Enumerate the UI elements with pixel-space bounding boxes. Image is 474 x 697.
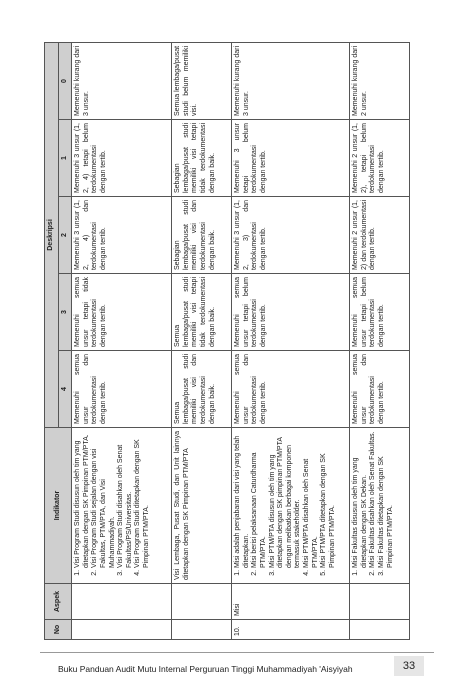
header-score-4: 4 xyxy=(58,351,72,428)
cell-desc-2: Sebagian lembaga/pusat studi memiliki visi dan terdokumentasi dengan baik. xyxy=(172,197,232,274)
cell-aspek xyxy=(72,584,172,620)
audit-table xyxy=(44,42,410,640)
table-row xyxy=(72,42,172,639)
cell-desc-4: Memenuhi semua unsur dan terdokumentasi dengan tertib. xyxy=(232,351,350,428)
cell-desc-4: Memenuhi semua unsur dan terdokumentasi dengan tertib. xyxy=(350,351,410,428)
list-item: 1. Misi Fakultas disusun oleh tim yang ditetapkan dengan SK Dekan. xyxy=(352,431,369,568)
cell-aspek xyxy=(350,584,410,620)
cell-desc-2: Memenuhi 3 unsur (1, 2, 4) dan terdokumentasi dengan tertib. xyxy=(72,197,172,274)
header-score-1: 1 xyxy=(58,120,72,197)
indikator-list xyxy=(234,431,337,580)
cell-no xyxy=(350,620,410,640)
list-item: 2. Visi Program Studi sejalan dengan visi Fakultas, PTM/PTA, dan Visi Muhammadiyah. xyxy=(91,431,117,568)
indikator-list xyxy=(74,431,151,580)
list-item: 1. Visi Program Studi disusun oleh tim yang ditetapkan dengan SK Pimpinan PTM/PTA. xyxy=(74,431,91,568)
list-item: 2. Misi Fakultas disahkan oleh Senat Fakultas. xyxy=(369,431,378,568)
footer-title: Buku Panduan Audit Mutu Internal Perguruan Tinggi Muhammadiyah 'Aisyiyah xyxy=(58,664,353,674)
list-item: 3. Misi Fakultas ditetapkan dengan SK Pimpinan PTM/PTA. xyxy=(378,431,395,568)
header-indikator: Indikator xyxy=(45,428,72,584)
header-score-2: 2 xyxy=(58,197,72,274)
cell-desc-4: Memenuhi semua unsur dan terdokumentasi dengan tertib. xyxy=(72,351,172,428)
cell-desc-1: Memenuhi 3 unsur (1, 2, 4) tetapi belum terdokumentasi dengan tertib. xyxy=(72,120,172,197)
list-item: 5. Misi PTM/PTA ditetapkan dengan SK Pimpinan PTM/PTA. xyxy=(320,431,337,568)
cell-indikator: Visi Lembaga, Pusat Studi, dan Unit lainnya ditetapkan dengan SK Pimpinan PTM/PTA xyxy=(172,428,232,584)
cell-desc-1: Memenuhi 2 unsur (1, 2), tetapi belum terdokumentasi dengan tertib. xyxy=(350,120,410,197)
cell-no xyxy=(72,620,172,640)
cell-desc-1: Sebagian lembaga/pusat studi memiliki visi tetapi tidak terdokumentasi dengan baik. xyxy=(172,120,232,197)
cell-desc-2: Memenuhi 2 unsur (1, 2) dan terdokumentasi dengan tertib. xyxy=(350,197,410,274)
rotated-table-container xyxy=(44,43,410,640)
footer-divider xyxy=(40,652,434,653)
cell-no xyxy=(172,620,232,640)
indikator-list xyxy=(352,431,395,580)
header-deskripsi: Deskripsi xyxy=(45,42,59,427)
cell-no: 10. xyxy=(232,620,350,640)
table-row xyxy=(232,42,350,639)
cell-desc-3: Memenuhi semua unsur tetapi belum terdokumentasi dengan tertib. xyxy=(350,274,410,351)
page-number: 33 xyxy=(394,656,424,676)
header-no: No xyxy=(45,620,72,640)
table-row xyxy=(172,42,232,639)
header-score-0: 0 xyxy=(58,42,72,119)
cell-desc-3: Memenuhi semua unsur tetapi belum terdokumentasi dengan tertib. xyxy=(232,274,350,351)
cell-indikator xyxy=(350,428,410,584)
cell-indikator xyxy=(72,428,172,584)
list-item: 1. Misi adalah penjabaran dari visi yang telah ditetapkan. xyxy=(234,431,251,568)
cell-desc-1: Memenuhi 3 unsur tetapi belum terdokumentasi dengan tertib. xyxy=(232,120,350,197)
header-score-3: 3 xyxy=(58,274,72,351)
cell-desc-3: Semua lembaga/pusat studi memiliki visi tetapi tidak terdokumentasi dengan baik. xyxy=(172,274,232,351)
table-row xyxy=(350,42,410,639)
cell-desc-0: Memenuhi kurang dari 3 unsur. xyxy=(72,42,172,119)
header-aspek: Aspek xyxy=(45,584,72,620)
list-item: 2. Misi berisi pelaksanaan Caturdharma PTM/PTA. xyxy=(251,431,268,568)
list-item: 4. Misi PTM/PTA disahkan oleh Senat PTM/PTA. xyxy=(303,431,320,568)
list-item: 3. Misi PTM/PTA disusun oleh tim yang ditetapkan dengan SK pimpinan PTM/PTA dengan melibatkan berbagai komponen termasuk stakeholder. xyxy=(269,431,303,568)
cell-indikator xyxy=(232,428,350,584)
cell-desc-0: Memenuhi kurang dari 2 unsur. xyxy=(350,42,410,119)
list-item: 3. Visi Program Studi disahkan oleh Senat Fakultas/PS/Universitas. xyxy=(117,431,134,568)
cell-desc-0: Semua lembaga/pusat studi belum memiliki visi. xyxy=(172,42,232,119)
cell-desc-3: Memenuhi semua unsur tetapi tidak terdokumentasi dengan tertib. xyxy=(72,274,172,351)
cell-aspek xyxy=(172,584,232,620)
cell-desc-2: Memenuhi 3 unsur (1, 2, 3) dan terdokumentasi dengan tertib. xyxy=(232,197,350,274)
cell-aspek: Misi xyxy=(232,584,350,620)
page-footer xyxy=(0,652,474,678)
list-item: 4. Visi Program Studi ditetapkan dengan SK Pimpinan PTM/PTA. xyxy=(134,431,151,568)
cell-desc-0: Memenuhi kurang dari 3 unsur. xyxy=(232,42,350,119)
cell-desc-4: Semua lembaga/pusat studi memiliki visi dan terdokumentasi dengan baik. xyxy=(172,351,232,428)
